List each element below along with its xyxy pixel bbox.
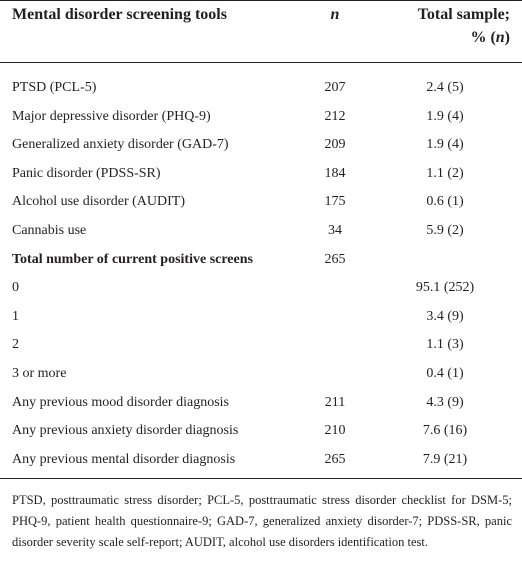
row-label: 1 <box>12 308 19 324</box>
table-row <box>0 217 522 245</box>
table-row <box>0 360 522 388</box>
row-n: 209 <box>324 137 346 153</box>
row-percent: 1.1 (2) <box>426 165 464 181</box>
row-n: 207 <box>324 80 346 95</box>
row-percent: 4.3 (9) <box>426 394 464 410</box>
table-row <box>0 103 522 131</box>
header-rule <box>0 62 522 63</box>
row-percent: 5.9 (2) <box>426 223 464 238</box>
row-percent: 2.4 (5) <box>426 80 464 95</box>
table-row <box>0 303 522 331</box>
row-percent: 7.9 (21) <box>422 451 468 467</box>
table-row <box>0 188 522 216</box>
table-footnote: PTSD, posttraumatic stress disorder; PCL-5, posttraumatic stress disorder checklist for DSM-5; PHQ-9, patient health questionnaire-9; GAD-7, generalized anxiety disorder-7; PDSS-SR, panic disorder severity scale self-report; AUDIT, alcohol use disorders identification test. <box>12 493 512 549</box>
table-row <box>0 160 522 188</box>
table-row <box>0 446 522 474</box>
row-percent: 0.6 (1) <box>426 194 464 210</box>
row-percent: 0.4 (1) <box>426 366 464 381</box>
row-n: 175 <box>324 194 346 210</box>
header-pct-prefix: % ( <box>470 29 496 46</box>
row-label: Any previous mood disorder diagnosis <box>12 394 229 410</box>
row-n: 211 <box>324 394 346 410</box>
row-label: 2 <box>12 337 19 353</box>
row-label: Generalized anxiety disorder (GAD-7) <box>12 137 229 153</box>
table-row <box>0 274 522 302</box>
row-label: Any previous mental disorder diagnosis <box>12 451 236 467</box>
table-row <box>0 417 522 445</box>
row-label: Panic disorder (PDSS-SR) <box>12 165 161 181</box>
row-percent: 1.9 (4) <box>426 108 464 124</box>
top-rule <box>0 0 522 1</box>
table-row <box>0 246 522 274</box>
row-n: 184 <box>324 165 346 181</box>
row-label: 3 or more <box>12 366 67 381</box>
row-percent: 7.6 (16) <box>422 423 468 439</box>
header-total-sample-line1: Total sample; <box>417 6 510 23</box>
row-label: Alcohol use disorder (AUDIT) <box>12 194 186 210</box>
row-label: Cannabis use <box>12 223 87 238</box>
header-pct-n: n <box>495 29 505 46</box>
header-n: n <box>330 6 340 23</box>
row-n: 265 <box>324 251 346 267</box>
row-percent: 1.1 (3) <box>426 337 464 353</box>
row-n: 210 <box>324 423 346 439</box>
row-percent: 3.4 (9) <box>426 308 464 324</box>
bottom-rule <box>0 478 522 479</box>
row-label: Any previous anxiety disorder diagnosis <box>12 423 239 439</box>
row-n: 212 <box>324 108 346 124</box>
header-total-sample-line2 <box>380 26 510 49</box>
row-label: PTSD (PCL-5) <box>12 80 97 95</box>
header-pct-suffix: ) <box>504 29 510 46</box>
table-row <box>0 74 522 102</box>
row-percent: 1.9 (4) <box>426 137 464 153</box>
header-tools: Mental disorder screening tools <box>12 6 227 23</box>
row-label: Major depressive disorder (PHQ-9) <box>12 108 211 124</box>
row-percent: 95.1 (252) <box>415 280 475 296</box>
header-total-sample <box>380 3 510 49</box>
table-row <box>0 331 522 359</box>
row-n: 34 <box>328 223 342 238</box>
table-row <box>0 389 522 417</box>
row-label: Total number of current positive screens <box>12 251 253 267</box>
row-n: 265 <box>324 451 346 467</box>
row-label: 0 <box>12 280 19 296</box>
table-row <box>0 131 522 159</box>
